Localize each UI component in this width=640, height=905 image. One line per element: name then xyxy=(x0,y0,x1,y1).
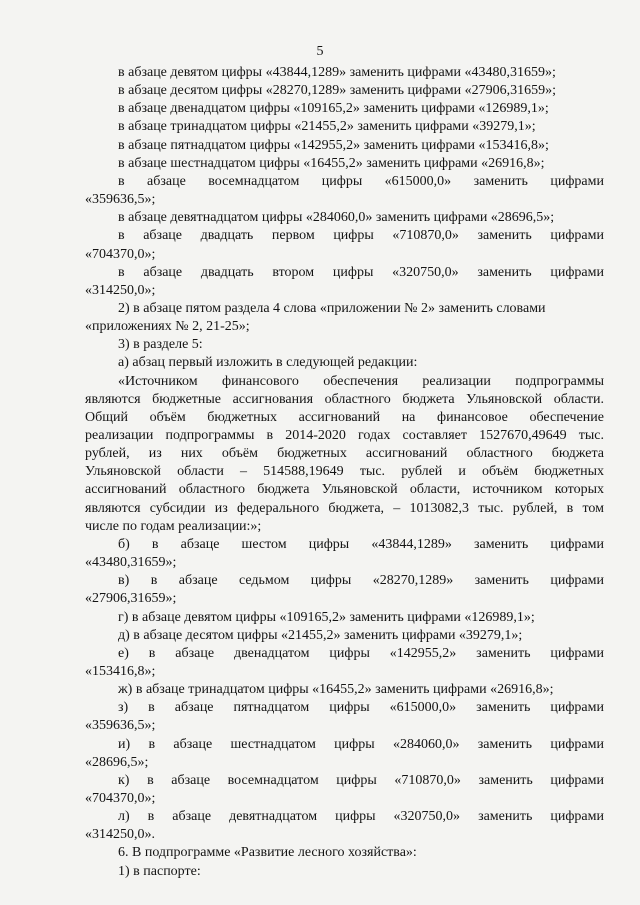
text-line: в абзаце десятом цифры «28270,1289» заменить цифрами «27906,31659»; xyxy=(118,83,557,99)
text-line: 2) в абзаце пятом раздела 4 слова «приложении № 2» заменить словами xyxy=(118,300,546,316)
text-line: «27906,31659»; xyxy=(85,591,177,607)
text-line: 3) в разделе 5: xyxy=(118,337,203,353)
text-line: Ульяновской области – 514588,19649 тыс. рублей и объём бюджетных xyxy=(85,464,604,480)
text-line: в абзаце девятнадцатом цифры «284060,0» заменить цифрами «28696,5»; xyxy=(118,210,555,226)
text-line: в абзаце двадцать втором цифры «320750,0» заменить цифрами xyxy=(118,264,604,280)
text-line: «704370,0»; xyxy=(85,246,156,262)
text-line: числе по годам реализации:»; xyxy=(85,518,262,534)
text-line: «314250,0». xyxy=(85,827,155,843)
text-line: являются бюджетные ассигнования областного бюджета Ульяновской области. xyxy=(85,391,604,407)
text-line: «Источником финансового обеспечения реализации подпрограммы xyxy=(118,373,604,389)
text-line: «359636,5»; xyxy=(85,192,156,207)
text-line: Общий объём бюджетных ассигнований на финансовое обеспечение xyxy=(85,409,604,425)
text-line: в абзаце двенадцатом цифры «109165,2» заменить цифрами «126989,1»; xyxy=(118,101,549,117)
text-line: ассигнований областного бюджета Ульяновской области, источником которых xyxy=(85,482,604,498)
text-line: «28696,5»; xyxy=(85,754,149,770)
text-line: г) в абзаце девятом цифры «109165,2» заменить цифрами «126989,1»; xyxy=(118,609,535,625)
text-line: к) в абзаце восемнадцатом цифры «710870,0» заменить цифрами xyxy=(118,772,604,788)
text-line: ж) в абзаце тринадцатом цифры «16455,2» заменить цифрами «26916,8»; xyxy=(118,682,554,698)
text-line: «приложениях № 2, 21-25»; xyxy=(85,319,250,335)
text-line: з) в абзаце пятнадцатом цифры «615000,0» заменить цифрами xyxy=(118,700,604,716)
text-line: 1) в паспорте: xyxy=(118,863,201,879)
text-line: реализации подпрограммы в 2014-2020 годах составляет 1527670,49649 тыс. xyxy=(85,428,604,443)
text-line: и) в абзаце шестнадцатом цифры «284060,0» заменить цифрами xyxy=(118,736,604,752)
text-line: в абзаце восемнадцатом цифры «615000,0» заменить цифрами xyxy=(118,173,604,189)
text-line: «704370,0»; xyxy=(85,791,156,806)
text-line: в абзаце тринадцатом цифры «21455,2» заменить цифрами «39279,1»; xyxy=(118,119,536,135)
text-line: л) в абзаце девятнадцатом цифры «320750,0» заменить цифрами xyxy=(118,809,604,825)
text-line: рублей, из них объём бюджетных ассигнований областного бюджета xyxy=(85,446,604,462)
text-line: являются субсидии из федерального бюджета, – 1013082,3 тыс. рублей, в том xyxy=(85,500,604,516)
text-line: в абзаце двадцать первом цифры «710870,0» заменить цифрами xyxy=(118,228,604,244)
page-number: 5 xyxy=(316,44,324,59)
text-line: д) в абзаце десятом цифры «21455,2» заменить цифрами «39279,1»; xyxy=(118,627,523,643)
text-line: «314250,0»; xyxy=(85,282,156,298)
text-line: б) в абзаце шестом цифры «43844,1289» заменить цифрами xyxy=(118,536,604,552)
text-line: в абзаце шестнадцатом цифры «16455,2» заменить цифрами «26916,8»; xyxy=(118,155,545,171)
text-line: в) в абзаце седьмом цифры «28270,1289» заменить цифрами xyxy=(118,573,604,589)
text-line: «359636,5»; xyxy=(85,718,156,734)
text-line: а) абзац первый изложить в следующей редакции: xyxy=(118,355,418,371)
text-line: «43480,31659»; xyxy=(85,555,177,570)
text-line: 6. В подпрограмме «Развитие лесного хозяйства»: xyxy=(118,845,417,861)
text-line: в абзаце пятнадцатом цифры «142955,2» заменить цифрами «153416,8»; xyxy=(118,137,549,153)
text-line: в абзаце девятом цифры «43844,1289» заменить цифрами «43480,31659»; xyxy=(118,65,556,80)
text-line: «153416,8»; xyxy=(85,663,156,679)
text-line: е) в абзаце двенадцатом цифры «142955,2» заменить цифрами xyxy=(118,645,604,661)
